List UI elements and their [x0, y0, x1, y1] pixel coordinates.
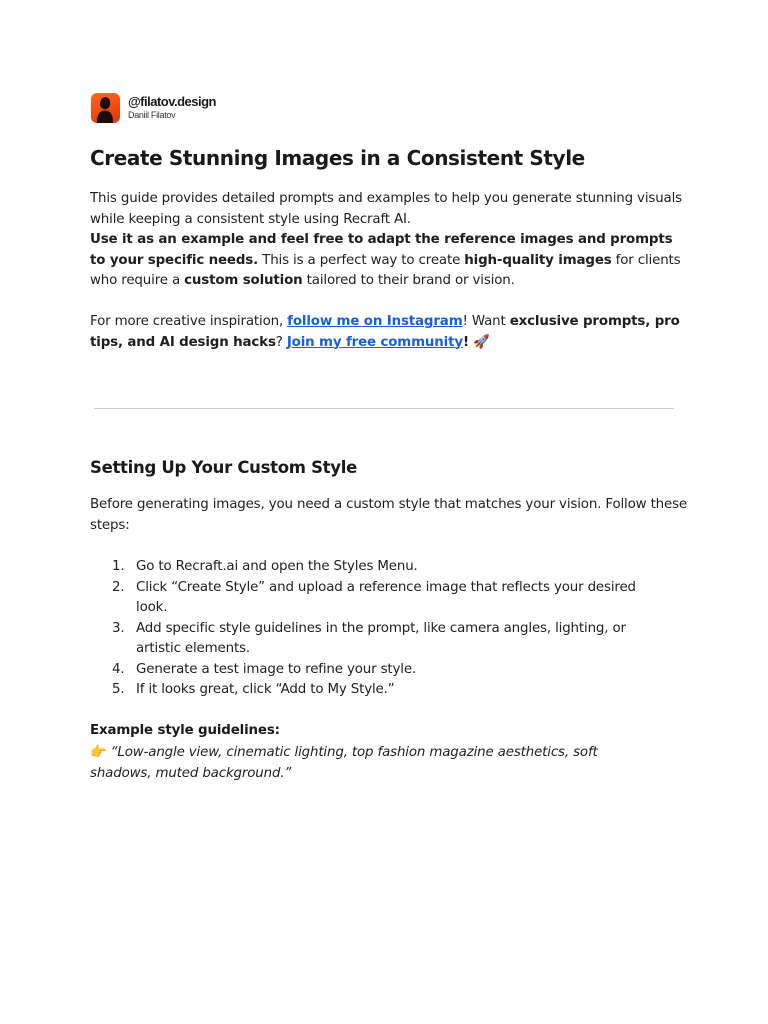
intro-bold-quality: high-quality images [464, 252, 612, 268]
step-text: If it looks great, click “Add to My Style.” [136, 682, 395, 697]
instagram-link[interactable]: follow me on Instagram [287, 314, 463, 329]
section-heading: Setting Up Your Custom Style [90, 458, 357, 477]
avatar [91, 93, 120, 123]
cta-bold-exclusive: exclusive prompts, pro tips, and AI design hacks [90, 314, 680, 350]
intro-paragraph [90, 189, 690, 292]
step-text: Generate a test image to refine your style. [136, 661, 417, 677]
list-item [90, 680, 650, 701]
list-item [90, 660, 650, 681]
step-number: 1. [112, 559, 125, 574]
step-text: Click “Create Style” and upload a reference image that reflects your desired look. [136, 579, 636, 615]
steps-list [90, 557, 650, 701]
step-number: 5. [112, 682, 125, 697]
intro-text: This guide provides detailed prompts and examples to help you generate stunning visuals while keeping a consistent style using Recraft AI. [90, 191, 683, 227]
cta-paragraph [90, 312, 690, 353]
list-item [90, 619, 650, 660]
intro-bold-adapt: Use it as an example and feel free to adapt the reference images and prompts to your specific needs. [90, 232, 673, 268]
intro-text: for clients who require a [90, 252, 681, 288]
cta-text: ? [275, 334, 287, 350]
example-label: Example style guidelines: [90, 723, 280, 738]
author-name: Daniil Filatov [128, 110, 176, 120]
step-text: Go to Recraft.ai and open the Styles Menu. [136, 559, 418, 574]
step-number: 2. [112, 579, 125, 595]
list-item [90, 578, 650, 619]
step-number: 4. [112, 661, 125, 677]
cta-bold-exclaim: ! [462, 334, 469, 350]
rocket-icon: 🚀 [473, 334, 490, 350]
intro-text: This is a perfect way to create [258, 252, 465, 268]
cta-text: For more creative inspiration, [90, 314, 288, 329]
example-quote [90, 743, 650, 784]
cta-text: ! Want [462, 314, 510, 329]
person-silhouette-icon [91, 93, 120, 123]
step-text: Add specific style guidelines in the prompt, like camera angles, lighting, or artistic elements. [136, 620, 626, 656]
intro-text: tailored to their brand or vision. [302, 273, 515, 288]
step-number: 3. [112, 620, 125, 636]
page-title: Create Stunning Images in a Consistent Style [90, 146, 585, 170]
example-quote-text: “Low-angle view, cinematic lighting, top fashion magazine aesthetics, soft shadows, muted background.” [90, 745, 598, 781]
intro-bold-custom: custom solution [184, 273, 303, 288]
section-intro: Before generating images, you need a custom style that matches your vision. Follow these steps: [90, 497, 688, 533]
pointing-hand-icon: 👉 [90, 745, 107, 760]
author-handle: @filatov.design [128, 94, 217, 109]
author-block [91, 93, 216, 123]
section-divider [94, 408, 674, 409]
community-link[interactable]: Join my free community [286, 334, 463, 350]
list-item [90, 557, 650, 578]
